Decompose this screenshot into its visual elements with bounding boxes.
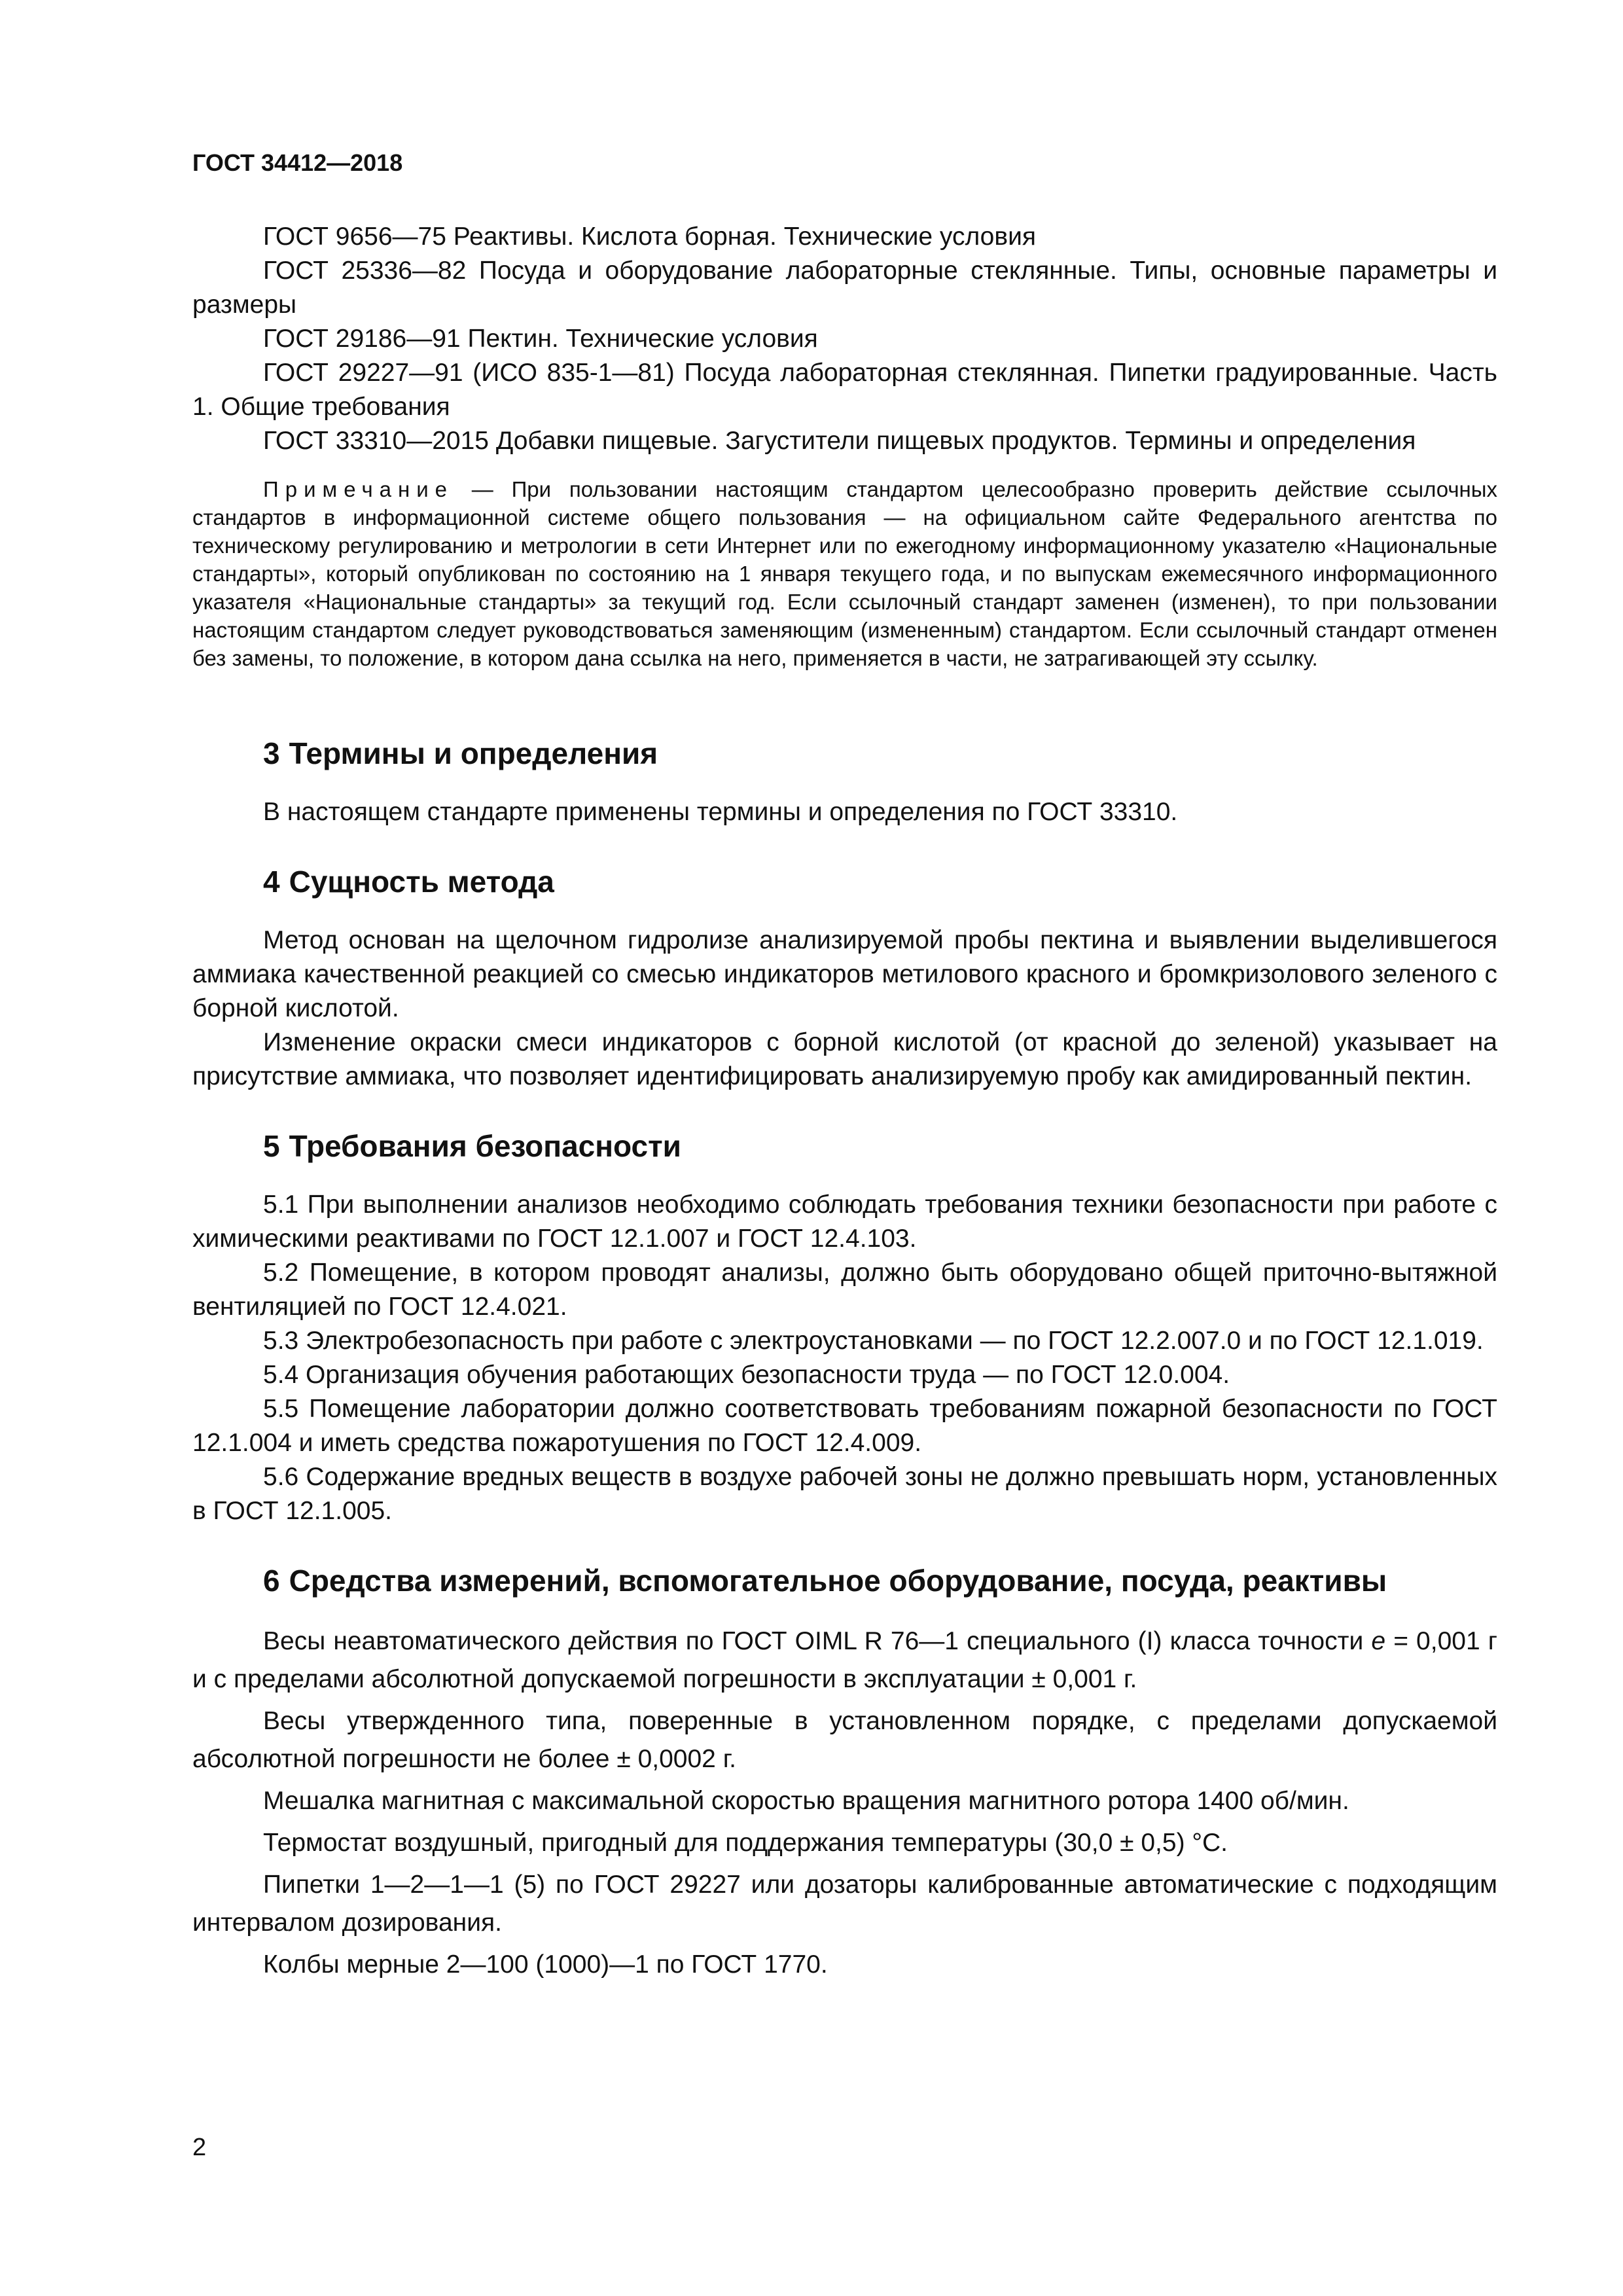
paragraph: Пипетки 1—2—1—1 (5) по ГОСТ 29227 или дозаторы калиброванные автоматические с подходящим интервалом дозирования. [192,1871,1497,1937]
section-heading [192,1128,1497,1164]
note-label: Примечание [263,477,454,501]
reference-item: ГОСТ 9656—75 Реактивы. Кислота борная. Технические условия [263,223,1036,251]
scale-interval-symbol: e [1371,1627,1386,1655]
section-number: 5 [263,1129,280,1163]
scales-rest: = 0,001 г и с пределами абсолютной допускаемой погрешности в эксплуатации ± 0,001 г. [192,1627,1497,1693]
document-body [192,220,1497,1984]
note-block [192,475,1497,672]
section-title: Сущность метода [289,865,554,899]
note-text: — При пользовании настоящим стандартом целесообразно проверить действие ссылочных стандартов в информационной системе общего пользования — на официальном сайте Федерального агентства по техническому регулированию и метрологии в сети Интернет или по ежегодному информационному указателю «Национальные стандарты», который опубликован по состоянию на 1 января текущего года, и по выпускам ежемесячного информационного указателя «Национальные стандарты» за текущий год. Если ссылочный стандарт заменен (изменен), то при пользовании настоящим стандартом следует руководствоваться заменяющим (измененным) стандартом. Если ссылочный стандарт отменен без замены, то положение, в котором дана ссылка на него, применяется в части, не затрагивающей эту ссылку. [192,477,1497,670]
reference-item: ГОСТ 33310—2015 Добавки пищевые. Загустители пищевых продуктов. Термины и определения [263,427,1416,455]
paragraph: Изменение окраски смеси индикаторов с борной кислотой (от красной до зеленой) указывает на присутствие аммиака, что позволяет идентифицировать анализируемую пробу как амидированный пектин. [192,1028,1497,1090]
clause: 5.2 Помещение, в котором проводят анализы, должно быть оборудовано общей приточно-вытяжной вентиляцией по ГОСТ 12.4.021. [192,1259,1497,1321]
section-number: 4 [263,865,280,899]
document-code-header: ГОСТ 34412—2018 [192,149,403,176]
section-number: 6 [263,1564,280,1598]
section-heading [192,1562,1497,1599]
paragraph-scales [192,1623,1497,1698]
section-heading [192,735,1497,772]
section-heading [192,863,1497,900]
paragraph: Мешалка магнитная с максимальной скоростью вращения магнитного ротора 1400 об/мин. [263,1787,1349,1815]
paragraph: В настоящем стандарте применены термины и определения по ГОСТ 33310. [263,798,1178,826]
section-safety-requirements [192,1128,1497,1528]
clause: 5.6 Содержание вредных веществ в воздухе рабочей зоны не должно превышать норм, установленных в ГОСТ 12.1.005. [192,1463,1497,1525]
reference-item: ГОСТ 29186—91 Пектин. Технические условия [263,325,818,353]
section-title: Средства измерений, вспомогательное оборудование, посуда, реактивы [289,1564,1387,1598]
clause: 5.4 Организация обучения работающих безопасности труда — по ГОСТ 12.0.004. [263,1361,1230,1389]
section-method-principle [192,863,1497,1094]
section-terms [192,735,1497,829]
reference-item: ГОСТ 29227—91 (ИСО 835-1—81) Посуда лабораторная стеклянная. Пипетки градуированные. Часть 1. Общие требования [192,359,1497,421]
paragraph: Метод основан на щелочном гидролизе анализируемой пробы пектина и выявлении выделившегося аммиака качественной реакцией со смесью индикаторов метилового красного и бромкризолового зеленого с борной кислотой. [192,926,1497,1022]
clause: 5.1 При выполнении анализов необходимо соблюдать требования техники безопасности при работе с химическими реактивами по ГОСТ 12.1.007 и ГОСТ 12.4.103. [192,1191,1497,1253]
section-title: Термины и определения [289,736,658,770]
reference-item: ГОСТ 25336—82 Посуда и оборудование лабораторные стеклянные. Типы, основные параметры и размеры [192,257,1497,319]
scales-intro: Весы неавтоматического действия по ГОСТ OIML R 76—1 специального (I) класса точности [263,1627,1364,1655]
paragraph: Колбы мерные 2—100 (1000)—1 по ГОСТ 1770. [263,1950,828,1979]
page-number: 2 [192,2134,207,2161]
paragraph: Весы утвержденного типа, поверенные в установленном порядке, с пределами допускаемой абсолютной погрешности не более ± 0,0002 г. [192,1707,1497,1773]
clause: 5.3 Электробезопасность при работе с электроустановками — по ГОСТ 12.2.007.0 и по ГОСТ 12.1.019. [263,1327,1484,1355]
section-equipment [192,1562,1497,1984]
clause: 5.5 Помещение лаборатории должно соответствовать требованиям пожарной безопасности по ГОСТ 12.1.004 и иметь средства пожаротушения по ГОСТ 12.4.009. [192,1395,1497,1457]
section-number: 3 [263,736,280,770]
paragraph: Термостат воздушный, пригодный для поддержания температуры (30,0 ± 0,5) °С. [263,1829,1228,1857]
section-title: Требования безопасности [289,1129,681,1163]
normative-references-list [192,220,1497,458]
